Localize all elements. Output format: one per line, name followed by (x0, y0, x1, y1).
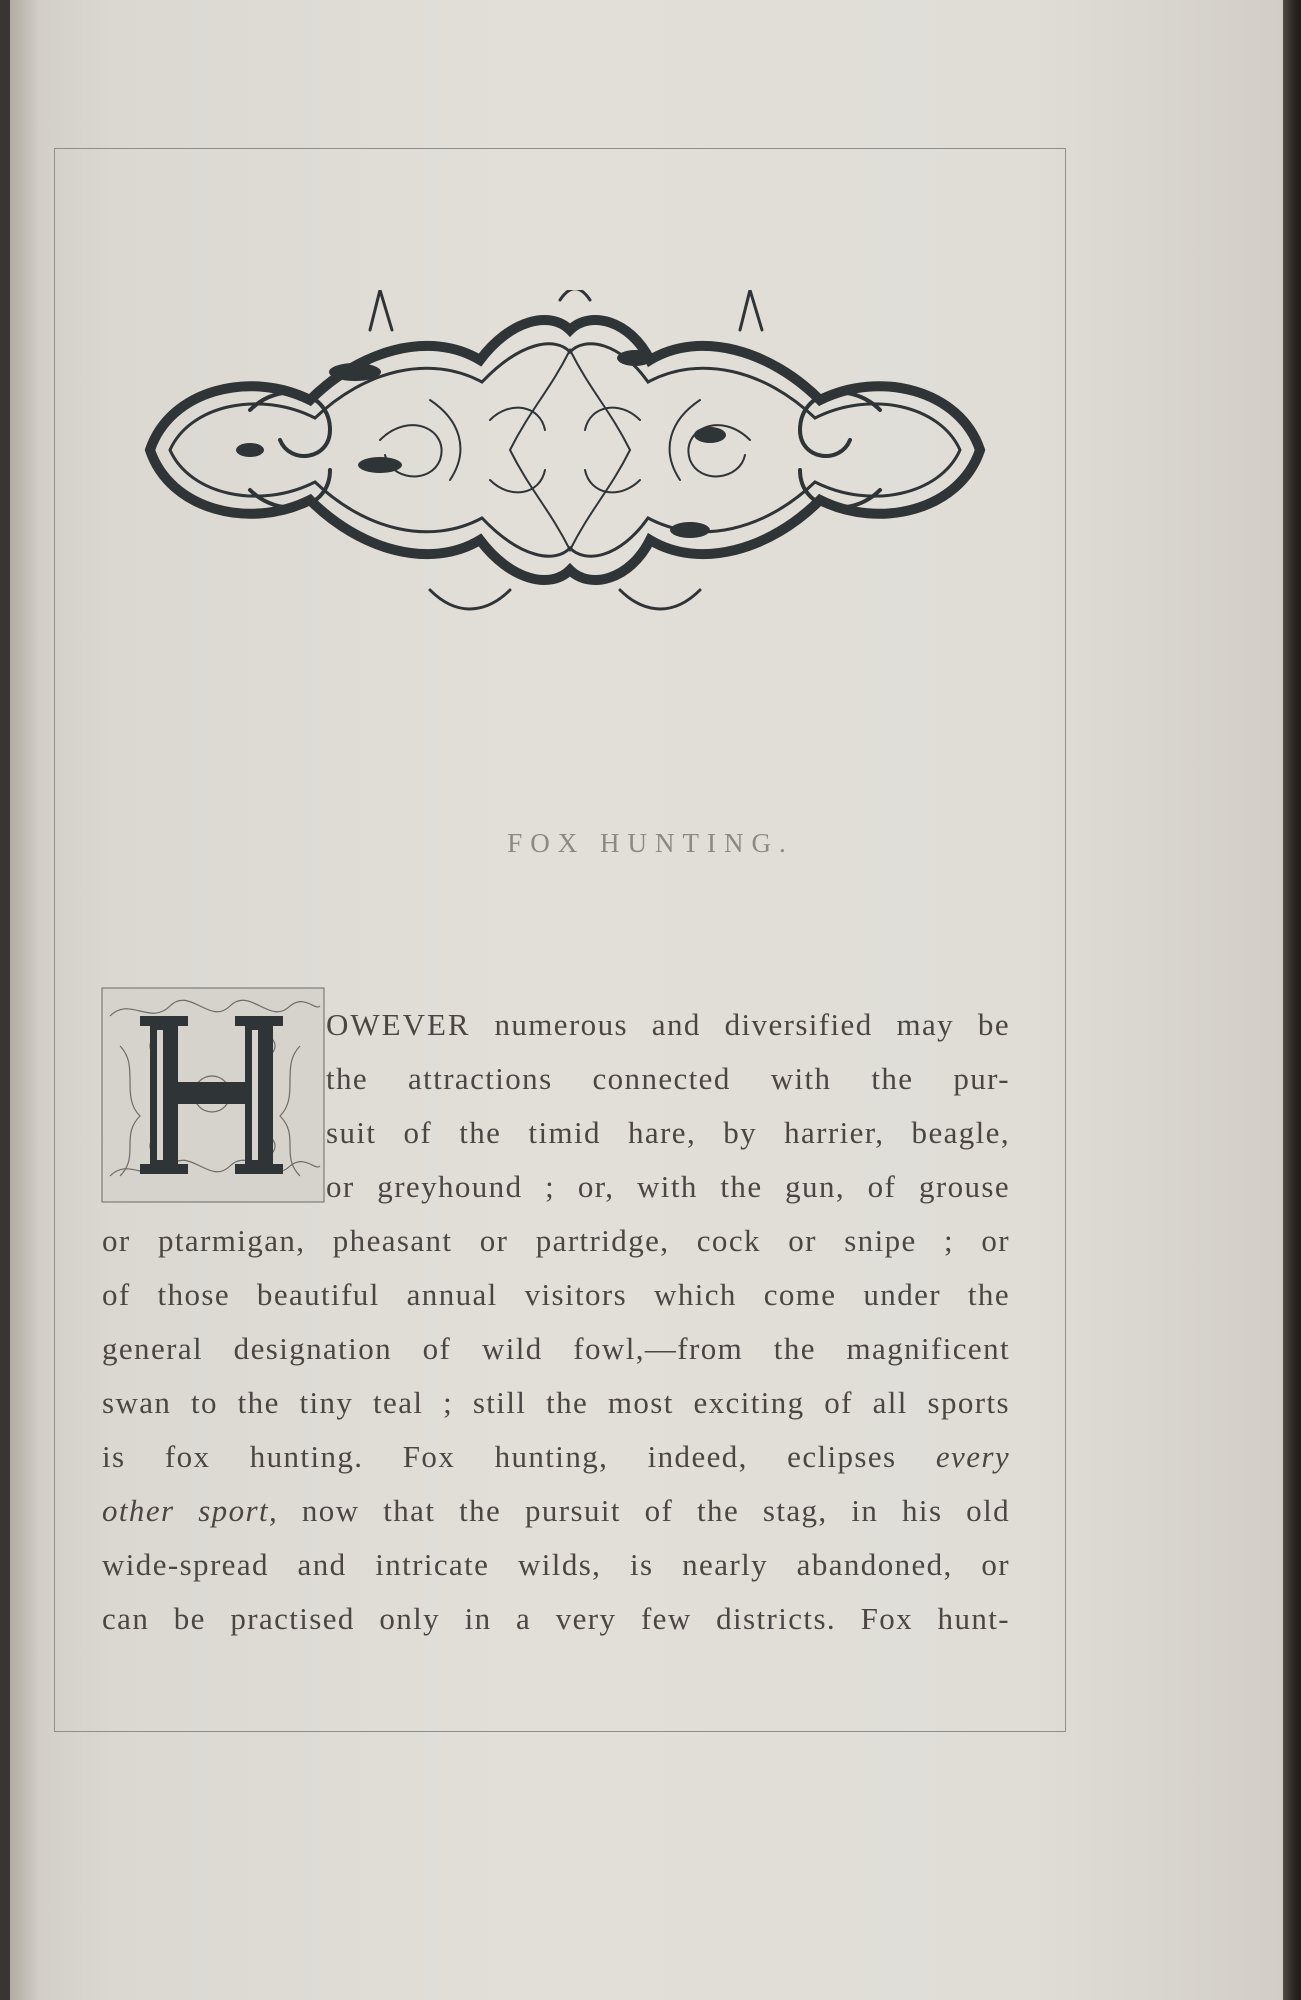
italic-every: every (935, 1439, 1010, 1474)
ornamental-headpiece (130, 290, 1000, 630)
page-title: FOX HUNTING. (507, 828, 794, 858)
text-line-6: of those beautiful annual visitors which come under the (102, 1277, 1010, 1312)
text-line-9 (102, 1430, 1010, 1484)
text-line-1-rest: numerous and diversified may be (470, 1007, 1010, 1042)
text-line-12: can be practised only in a very few districts. Fox hunt- (102, 1601, 1010, 1636)
decorated-initial-h (100, 986, 326, 1204)
text-line-4: or greyhound ; or, with the gun, of grouse (326, 1169, 1010, 1204)
paragraph-full-block (102, 1214, 1010, 1646)
text-line-11: wide-spread and intricate wilds, is nearly abandoned, or (102, 1547, 1010, 1582)
text-line-2: the attractions connected with the pur- (326, 1061, 1010, 1096)
text-line-3: suit of the timid hare, by harrier, beagle, (326, 1115, 1010, 1150)
paragraph-indented-block (326, 998, 1010, 1214)
opening-word: OWEVER (326, 1007, 471, 1042)
italic-other-sport: other sport, (102, 1493, 279, 1528)
text-line-10 (102, 1484, 1010, 1538)
text-line-7: general designation of wild fowl,—from the magnificent (102, 1331, 1010, 1366)
text-line-1 (326, 998, 1010, 1052)
text-line-9-main: is fox hunting. Fox hunting, indeed, eclipses (102, 1439, 936, 1474)
text-line-8: swan to the tiny teal ; still the most exciting of all sports (102, 1385, 1010, 1420)
book-spine-edge (1281, 0, 1301, 2000)
page-gutter-shadow (10, 0, 40, 2000)
text-line-10-rest: now that the pursuit of the stag, in his old (278, 1493, 1010, 1528)
text-line-5: or ptarmigan, pheasant or partridge, cock or snipe ; or (102, 1223, 1010, 1258)
